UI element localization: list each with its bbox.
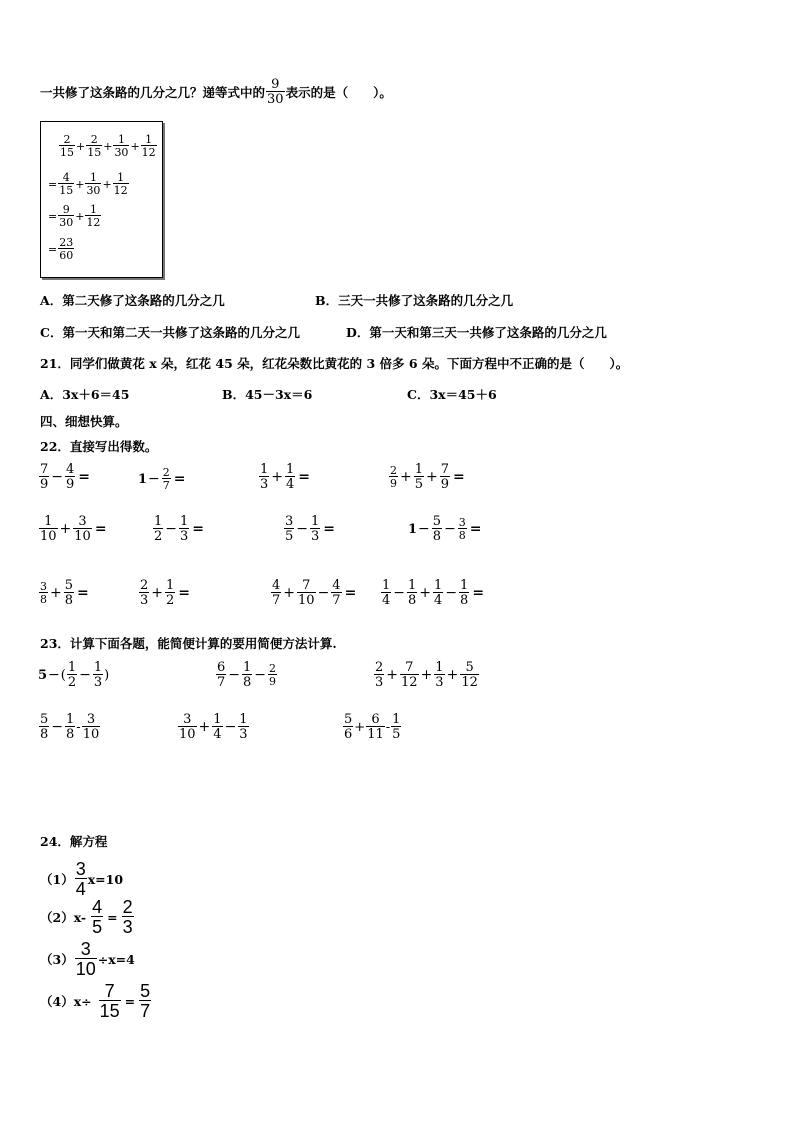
denominator: 12	[141, 146, 156, 159]
fraction	[407, 579, 417, 607]
fraction	[91, 898, 103, 936]
numerator: 4	[92, 897, 103, 917]
denominator: 3	[260, 477, 269, 492]
numerator: 1	[243, 660, 252, 675]
numerator: 3	[183, 712, 192, 727]
denominator: 8	[458, 529, 466, 542]
operator: −	[224, 719, 237, 735]
denominator: 3	[239, 727, 248, 742]
equals-sign: =	[94, 521, 107, 537]
denominator: 3	[435, 675, 444, 690]
equals-sign: =	[323, 521, 336, 537]
fraction	[238, 713, 248, 741]
operator: −	[165, 521, 178, 537]
math-symbol: +	[130, 139, 140, 153]
fraction	[64, 579, 74, 607]
math-symbol: =	[124, 993, 136, 1009]
q23-expr-3	[373, 661, 480, 689]
math-symbol: 1	[408, 521, 418, 537]
fraction	[65, 463, 75, 491]
fraction	[39, 463, 49, 491]
denominator: 3	[311, 529, 320, 544]
numerator: 1	[67, 660, 77, 675]
fraction	[39, 581, 48, 605]
denominator: 8	[64, 593, 74, 608]
box-line-1	[58, 134, 158, 158]
math-symbol: +	[75, 209, 85, 223]
fraction	[65, 713, 75, 741]
denominator: 9	[390, 477, 397, 490]
denominator: 9	[440, 477, 450, 492]
intro-text-before: 一共修了这条路的几分之几？递等式中的	[40, 85, 266, 100]
numerator: 5	[64, 578, 74, 593]
denominator: 4	[213, 727, 222, 742]
numerator: 1	[311, 514, 320, 529]
q22-expr-8	[408, 515, 482, 543]
fraction	[389, 465, 398, 489]
numerator: 3	[458, 516, 466, 529]
numerator: 1	[460, 578, 469, 593]
numerator: 1	[66, 712, 75, 727]
numerator: 4	[66, 462, 75, 477]
fraction	[460, 661, 479, 689]
denominator: 7	[217, 675, 226, 690]
q21-option-a: A．3x＋6＝45	[40, 387, 130, 402]
denominator: 4	[434, 593, 443, 608]
q22-expr-10	[138, 579, 190, 607]
fraction	[67, 661, 77, 689]
denominator: 12	[401, 675, 418, 690]
numerator: 1	[260, 462, 269, 477]
numerator: 7	[40, 462, 49, 477]
numerator: 5	[432, 514, 442, 529]
q24-problem-1	[40, 860, 123, 898]
q20-option-b: B．三天一共修了这条路的几分之几	[315, 293, 514, 308]
denominator: 7	[140, 1001, 151, 1021]
operator: −	[51, 719, 64, 735]
math-symbol: ÷x=4	[97, 951, 135, 967]
q24-title: 24．解方程	[40, 834, 108, 849]
operator: +	[50, 585, 62, 601]
fraction	[400, 661, 419, 689]
equals-sign: =	[298, 469, 311, 485]
numerator: 5	[40, 712, 49, 727]
numerator: 7	[302, 578, 311, 593]
fraction	[391, 713, 401, 741]
denominator: 10	[40, 529, 57, 544]
operator: +	[283, 585, 296, 601]
fraction	[75, 860, 87, 898]
numerator: 2	[122, 897, 133, 917]
operator: −	[393, 585, 406, 601]
math-symbol: )	[104, 667, 110, 683]
intro-line	[40, 78, 392, 106]
equals-sign: =	[192, 521, 205, 537]
denominator: 4	[286, 477, 295, 492]
math-symbol: -	[76, 719, 81, 735]
operator: +	[426, 469, 438, 485]
numerator: 4	[272, 578, 281, 593]
operator: +	[151, 585, 164, 601]
operator: −	[296, 521, 309, 537]
fraction	[216, 661, 226, 689]
fraction	[139, 579, 149, 607]
numerator: 2	[140, 578, 149, 593]
fraction	[139, 982, 151, 1020]
equals-sign: =	[77, 585, 89, 601]
q23-title: 23．计算下面各题，能简便计算的要用简便方法计算.	[40, 636, 337, 651]
equals-sign: =	[472, 585, 485, 601]
numerator: 4	[332, 578, 341, 593]
fraction	[432, 515, 442, 543]
denominator: 30	[267, 92, 284, 107]
operator: −	[444, 521, 456, 537]
denominator: 60	[59, 249, 74, 262]
q23-expr-5	[177, 713, 250, 741]
denominator: 7	[162, 479, 170, 492]
q20-option-a: A．第二天修了这条路的几分之几	[40, 293, 225, 308]
denominator: 12	[86, 216, 101, 229]
operator: +	[271, 469, 284, 485]
denominator: 2	[166, 593, 175, 608]
numerator: 3	[40, 580, 47, 593]
numerator: 1	[117, 171, 125, 184]
numerator: 1	[180, 514, 189, 529]
q22-expr-1	[38, 463, 90, 491]
fraction	[297, 579, 316, 607]
fraction	[459, 579, 469, 607]
numerator: 7	[440, 462, 450, 477]
q22-expr-3	[258, 463, 310, 491]
numerator: 7	[405, 660, 414, 675]
fraction	[343, 713, 353, 741]
denominator: 2	[154, 529, 163, 544]
fraction	[141, 134, 157, 158]
q23-expr-1	[38, 661, 109, 689]
fraction	[179, 515, 189, 543]
denominator: 5	[414, 477, 424, 492]
denominator: 10	[75, 959, 96, 979]
math-symbol: +	[76, 139, 86, 153]
denominator: 3	[180, 529, 189, 544]
intro-text-after: 表示的是（ ）。	[285, 85, 392, 100]
denominator: 3	[122, 917, 133, 937]
numerator: 1	[117, 133, 125, 146]
fraction	[284, 515, 294, 543]
q23-expr-2	[215, 661, 278, 689]
operator: −	[48, 667, 60, 683]
numerator: 1	[286, 462, 295, 477]
math-symbol: +	[102, 177, 112, 191]
q24-problem-3	[40, 940, 135, 978]
fraction	[85, 204, 101, 228]
denominator: 8	[40, 593, 47, 606]
denominator: 30	[86, 184, 101, 197]
q22-expr-7	[283, 515, 335, 543]
numerator: 2	[390, 464, 397, 477]
math-symbol: （2）	[40, 910, 74, 925]
equals-sign: =	[469, 521, 482, 537]
q22-expr-4	[388, 463, 465, 491]
math-symbol: =	[107, 909, 118, 925]
q22-expr-2	[138, 467, 186, 491]
q22-expr-12	[380, 579, 484, 607]
math-symbol: -	[385, 719, 391, 735]
equals-sign: =	[344, 585, 357, 601]
fraction	[113, 134, 129, 158]
denominator: 5	[285, 529, 294, 544]
denominator: 7	[332, 593, 341, 608]
denominator: 10	[74, 529, 91, 544]
fraction	[458, 517, 467, 541]
math-symbol: +	[354, 719, 366, 735]
fraction	[434, 661, 444, 689]
q22-expr-6	[152, 515, 204, 543]
math-symbol: (	[60, 667, 66, 683]
numerator: 23	[59, 236, 74, 249]
denominator: 30	[59, 216, 74, 229]
fraction	[268, 663, 277, 687]
numerator: 6	[217, 660, 226, 675]
numerator: 5	[140, 981, 151, 1001]
numerator: 1	[44, 514, 53, 529]
box-line-4	[48, 237, 75, 261]
fraction	[59, 134, 75, 158]
fraction	[86, 134, 102, 158]
q23-expr-4	[38, 713, 101, 741]
section-heading: 四、细想快算。	[40, 414, 128, 429]
numerator: 3	[75, 859, 86, 879]
denominator: 4	[382, 593, 391, 608]
fraction	[381, 579, 391, 607]
operator: −	[445, 585, 458, 601]
operator: −	[51, 469, 64, 485]
operator: +	[419, 585, 432, 601]
fraction	[58, 172, 74, 196]
denominator: 9	[40, 477, 49, 492]
fraction	[73, 515, 92, 543]
denominator: 10	[298, 593, 315, 608]
q20-option-d: D．第一天和第三天一共修了这条路的几分之几	[346, 325, 607, 340]
math-symbol: （1）	[40, 872, 74, 887]
fraction	[165, 579, 175, 607]
fraction	[113, 172, 129, 196]
q21-stem: 21．同学们做黄花 x 朵，红花 45 朵，红花朵数比黄花的 3 倍多 6 朵。下面方程中不正确的是（ ）。	[40, 356, 629, 371]
denominator: 3	[93, 675, 103, 690]
numerator: 2	[162, 466, 170, 479]
math-symbol: +	[75, 177, 85, 191]
fraction	[433, 579, 443, 607]
fraction	[331, 579, 341, 607]
denominator: 11	[367, 727, 384, 742]
fraction	[122, 898, 134, 936]
denominator: 12	[461, 675, 478, 690]
operator: +	[400, 469, 412, 485]
q21-option-c: C．3x＝45＋6	[407, 387, 497, 402]
operator: +	[420, 667, 433, 683]
fraction	[242, 661, 252, 689]
denominator: 8	[66, 727, 75, 742]
numerator: 1	[145, 133, 153, 146]
numerator: 6	[371, 712, 380, 727]
math-symbol: =	[48, 177, 58, 191]
numerator: 2	[375, 660, 384, 675]
numerator: 1	[166, 578, 175, 593]
operator: +	[446, 667, 459, 683]
denominator: 7	[272, 593, 281, 608]
fraction	[162, 467, 171, 491]
box-line-3	[48, 204, 102, 228]
fraction	[310, 515, 320, 543]
denominator: 8	[40, 727, 49, 742]
q22-expr-11	[270, 579, 356, 607]
intro-fraction	[266, 78, 285, 106]
q22-expr-5	[38, 515, 107, 543]
numerator: 1	[382, 578, 391, 593]
fraction	[271, 579, 281, 607]
numerator: 7	[104, 981, 115, 1001]
numerator: 3	[78, 514, 87, 529]
denominator: 8	[432, 529, 442, 544]
denominator: 2	[67, 675, 77, 690]
q22-title: 22．直接写出得数。	[40, 439, 158, 454]
numerator: 3	[80, 939, 91, 959]
numerator: 1	[414, 462, 424, 477]
numerator: 5	[344, 712, 353, 727]
equals-sign: =	[178, 585, 191, 601]
denominator: 3	[375, 675, 384, 690]
denominator: 15	[99, 1001, 120, 1021]
math-symbol: （3）	[40, 952, 74, 967]
numerator: 1	[213, 712, 222, 727]
denominator: 15	[87, 146, 102, 159]
operator: −	[418, 521, 430, 537]
denominator: 10	[82, 727, 100, 742]
denominator: 8	[243, 675, 252, 690]
math-symbol: （4）	[40, 994, 74, 1009]
math-symbol: x=10	[87, 871, 124, 887]
numerator: 1	[154, 514, 163, 529]
operator: −	[254, 667, 267, 683]
numerator: 2	[90, 133, 98, 146]
equals-sign: =	[453, 469, 465, 485]
operator: +	[386, 667, 399, 683]
math-symbol: =	[48, 209, 58, 223]
operator: +	[59, 521, 72, 537]
numerator: 1	[239, 712, 248, 727]
math-symbol: 1	[138, 471, 148, 487]
denominator: 6	[344, 727, 353, 742]
math-symbol: =	[48, 242, 58, 256]
fraction	[99, 982, 121, 1020]
denominator: 12	[113, 184, 128, 197]
denominator: 3	[140, 593, 149, 608]
numerator: 2	[63, 133, 71, 146]
q20-option-c: C．第一天和第二天一共修了这条路的几分之几	[40, 325, 300, 340]
fraction	[178, 713, 197, 741]
operator: −	[148, 471, 160, 487]
denominator: 10	[179, 727, 196, 742]
numerator: 1	[89, 203, 97, 216]
numerator: 2	[269, 662, 277, 675]
fraction	[58, 237, 74, 261]
fraction	[75, 940, 97, 978]
numerator: 1	[392, 712, 401, 727]
numerator: 3	[86, 712, 96, 727]
fraction	[39, 515, 58, 543]
operator: −	[317, 585, 330, 601]
box-line-2	[48, 172, 130, 196]
fraction	[82, 713, 101, 741]
numerator: 1	[435, 660, 444, 675]
math-symbol: x-	[73, 909, 87, 925]
fraction	[212, 713, 222, 741]
fraction	[374, 661, 384, 689]
q24-problem-2	[40, 898, 135, 936]
operator: +	[198, 719, 211, 735]
fraction	[58, 204, 74, 228]
numerator: 9	[62, 203, 70, 216]
fraction	[285, 463, 295, 491]
fraction	[259, 463, 269, 491]
numerator: 1	[89, 171, 97, 184]
numerator: 1	[93, 660, 103, 675]
operator: −	[79, 667, 91, 683]
q22-expr-9	[38, 579, 89, 607]
fraction	[440, 463, 450, 491]
numerator: 3	[285, 514, 294, 529]
denominator: 15	[59, 184, 74, 197]
math-symbol: +	[103, 139, 113, 153]
numerator: 9	[271, 77, 280, 92]
fraction	[366, 713, 385, 741]
operator: −	[228, 667, 241, 683]
denominator: 8	[460, 593, 469, 608]
denominator: 5	[392, 727, 401, 742]
equals-sign: =	[78, 469, 91, 485]
numerator: 5	[465, 660, 474, 675]
denominator: 8	[408, 593, 417, 608]
numerator: 4	[62, 171, 70, 184]
denominator: 9	[66, 477, 75, 492]
denominator: 5	[92, 917, 103, 937]
numerator: 1	[408, 578, 417, 593]
fraction	[39, 713, 49, 741]
denominator: 9	[269, 675, 277, 688]
math-symbol: x÷	[73, 993, 92, 1009]
q21-option-b: B．45－3x＝6	[222, 387, 313, 402]
denominator: 4	[75, 879, 86, 899]
denominator: 30	[114, 146, 129, 159]
math-symbol: 5	[38, 667, 48, 683]
denominator: 15	[60, 146, 74, 159]
fraction	[153, 515, 163, 543]
fraction	[414, 463, 424, 491]
fraction	[85, 172, 101, 196]
equals-sign: =	[173, 471, 186, 487]
q23-expr-6	[342, 713, 402, 741]
numerator: 1	[434, 578, 443, 593]
fraction	[93, 661, 103, 689]
q24-problem-4	[40, 982, 152, 1020]
